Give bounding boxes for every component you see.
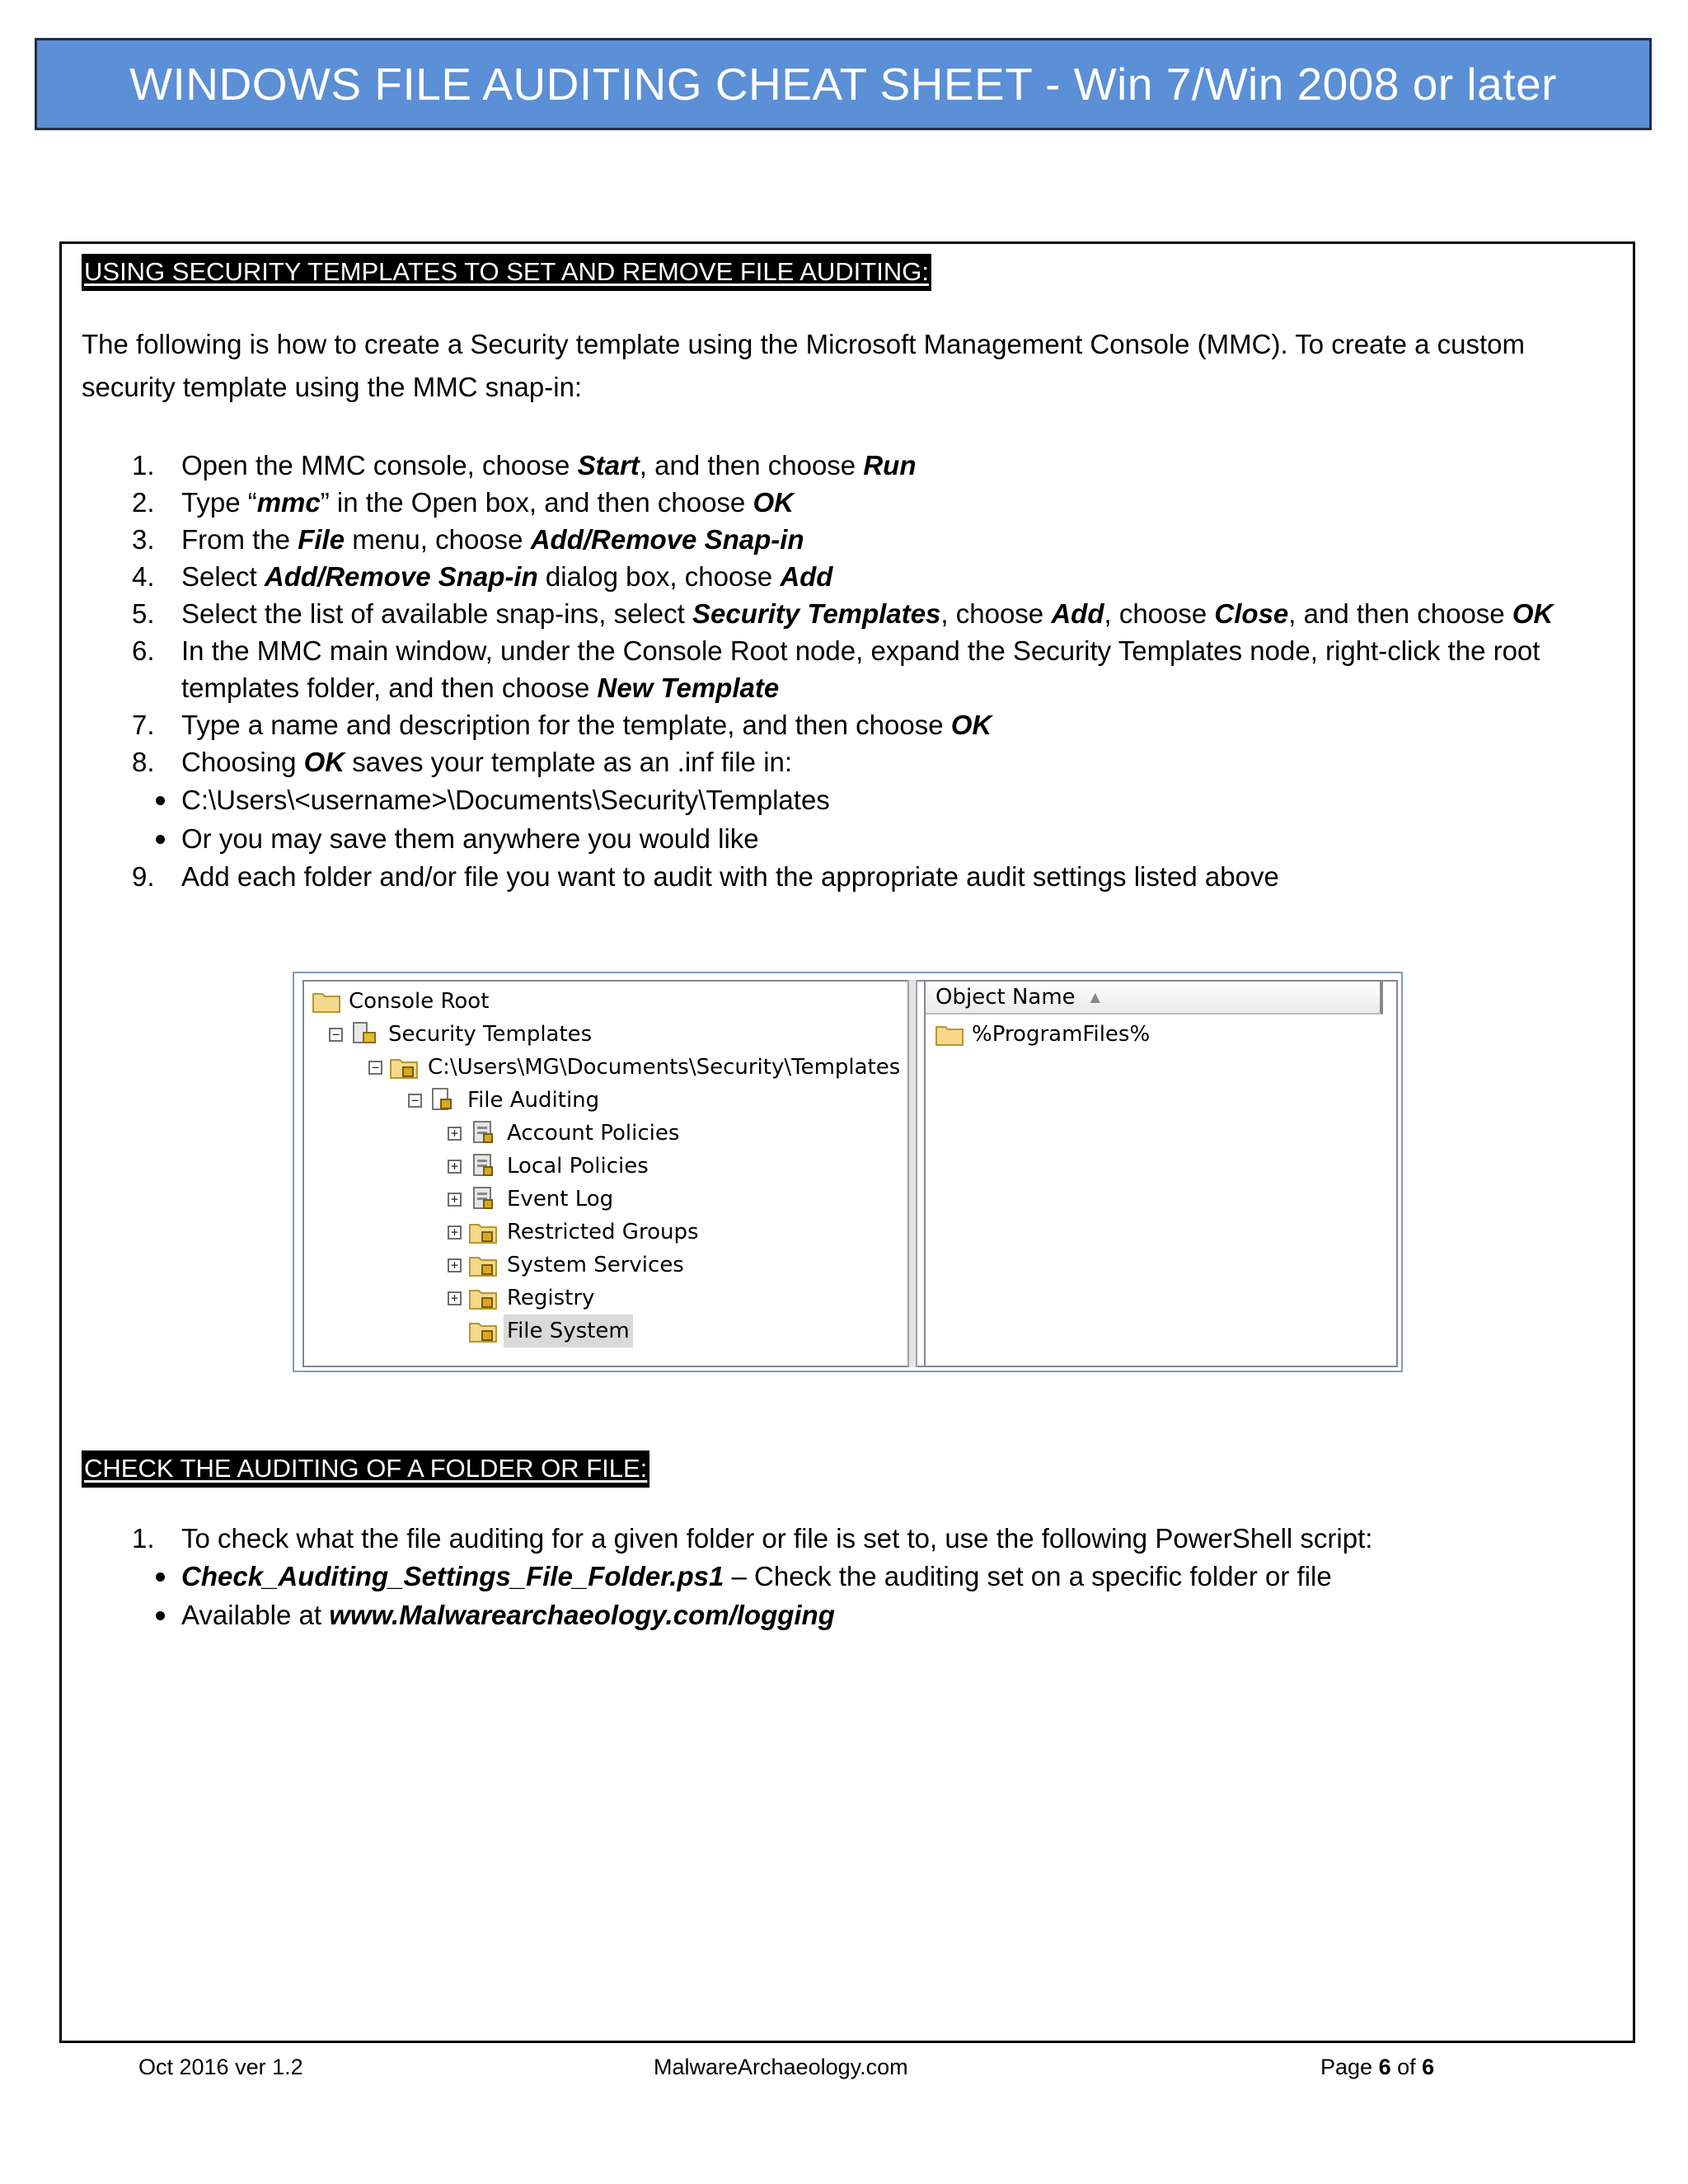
bullet-item: Available at www.Malwarearchaeology.com/logging — [82, 1596, 1631, 1634]
page-title: WINDOWS FILE AUDITING CHEAT SHEET - Win 7/Win 2008 or later — [129, 59, 1557, 110]
mmc-list-pane: Object Name ▲ %ProgramFiles% — [924, 980, 1398, 1367]
list-item: 7. Type a name and description for the template, and then choose OK — [132, 710, 992, 740]
collapse-icon[interactable]: − — [408, 1094, 422, 1108]
pane-splitter[interactable] — [907, 980, 917, 1367]
collapse-icon[interactable]: − — [368, 1061, 382, 1075]
expand-icon[interactable]: + — [448, 1258, 462, 1272]
collapse-icon[interactable]: − — [329, 1028, 343, 1042]
list-item: 2. Type “mmc” in the Open box, and then choose OK — [132, 487, 794, 518]
list-item: 3. From the File menu, choose Add/Remove Snap-in — [132, 524, 804, 555]
bullet-item: Check_Auditing_Settings_File_Folder.ps1 – Check the auditing set on a specific folder or file — [82, 1557, 1631, 1596]
intro-paragraph: The following is how to create a Security template using the Microsoft Management Console (MMC). To create a custom security template using the MMC snap-in: — [82, 329, 1525, 402]
locked-folder-icon — [469, 1319, 497, 1343]
policy-icon — [469, 1186, 497, 1211]
expand-icon[interactable]: + — [448, 1226, 462, 1240]
section-heading-check-auditing: CHECK THE AUDITING OF A FOLDER OR FILE: — [82, 1451, 649, 1488]
policy-icon — [469, 1153, 497, 1178]
save-location-bullets — [82, 780, 1631, 858]
mmc-screenshot — [293, 972, 1403, 1372]
list-item: 8. Choosing OK saves your template as an .inf file in: C:\Users\<username>\Documents\Security\Templates Or you may save them anywhere you would like — [82, 743, 1631, 858]
expand-icon[interactable]: + — [448, 1193, 462, 1207]
folder-icon — [935, 1022, 964, 1047]
footer-date-version: Oct 2016 ver 1.2 — [138, 2055, 303, 2079]
list-item: 9. Add each folder and/or file you want to audit with the appropriate audit settings listed above — [132, 861, 1279, 892]
list-item: 4. Select Add/Remove Snap-in dialog box, choose Add — [132, 561, 833, 592]
script-bullets — [82, 1557, 1631, 1634]
security-templates-icon — [350, 1021, 378, 1046]
footer-site: MalwareArchaeology.com — [654, 2055, 908, 2079]
list-item: 6. In the MMC main window, under the Console Root node, expand the Security Templates node, right-click the root templates folder, and then choose New Template — [132, 635, 1540, 703]
locked-folder-icon — [390, 1055, 418, 1080]
folder-icon — [312, 989, 340, 1014]
locked-folder-icon — [469, 1220, 497, 1244]
locked-folder-icon — [469, 1253, 497, 1277]
expand-icon[interactable]: + — [448, 1127, 462, 1141]
template-file-icon — [429, 1087, 457, 1112]
footer-page-number: Page 6 of 6 — [1320, 2055, 1435, 2079]
object-name-column-header[interactable]: Object Name ▲ — [926, 982, 1383, 1015]
list-item: 1. To check what the file auditing for a given folder or file is set to, use the following PowerShell script: Check_Auditing_Settings_File_Folder.ps1 – Check the auditing set on a specific folder or file Available at www.Malwarearchaeology.com/logging — [82, 1520, 1631, 1634]
section-heading-security-templates: USING SECURITY TEMPLATES TO SET AND REMOVE FILE AUDITING: — [82, 254, 931, 291]
expand-icon[interactable]: + — [448, 1160, 462, 1174]
check-steps-list — [82, 1520, 1631, 1634]
steps-list — [82, 447, 1631, 895]
sort-ascending-icon: ▲ — [1090, 989, 1100, 1005]
bullet-item: C:\Users\<username>\Documents\Security\Templates — [82, 780, 1631, 819]
bullet-item: Or you may save them anywhere you would like — [82, 819, 1631, 858]
page-title-banner — [35, 38, 1652, 130]
list-item: 1. Open the MMC console, choose Start, and then choose Run — [132, 450, 917, 480]
expand-icon[interactable]: + — [448, 1291, 462, 1305]
policy-icon — [469, 1120, 497, 1145]
mmc-tree-pane: Console Root − Security Templates − C:\Users\MG\Documents\Security\Templates − File Auditing + Account Policies + Local Policies + Event Log + Restricted Groups + System Services + Registry File System — [302, 980, 1127, 1367]
list-item: 5. Select the list of available snap-ins, select Security Templates, choose Add, choose Close, and then choose OK — [132, 598, 1554, 629]
locked-folder-icon — [469, 1286, 497, 1310]
